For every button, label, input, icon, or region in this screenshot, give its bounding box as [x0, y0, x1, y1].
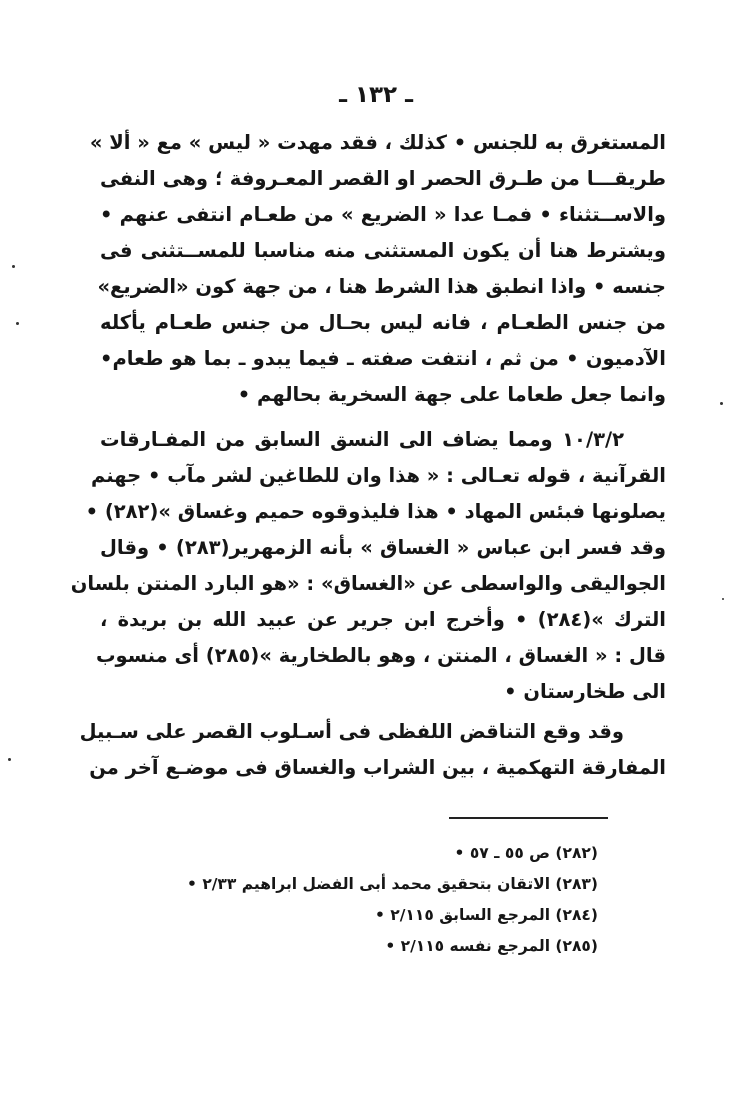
text-line: والاســتثناء • فمـا عدا « الضريع » من طعـام انتفى عنهم • [100, 203, 666, 226]
text-line: وقد وقع التناقض اللفظى فى أسـلوب القصر على سـبيل [79, 720, 624, 743]
text-line: طريقـــا من طـرق الحصر او القصر المعـروفة ؛ وهى النفى [100, 167, 666, 190]
text-line: الترك »(٢٨٤) • وأخرج ابن جرير عن عبيد الله بن بريدة ، [100, 608, 666, 631]
text-line: من جنس الطعـام ، فانه ليس بحـال من جنس طعـام يأكله [100, 311, 666, 334]
scan-speck [722, 598, 724, 600]
text-line: القرآنية ، قوله تعـالى : « هذا وان للطاغين لشر مآب • جهنم [90, 464, 666, 487]
scan-speck [8, 758, 11, 761]
paragraph-3 [79, 714, 666, 786]
paragraph-1 [89, 125, 666, 413]
footnote-divider [449, 817, 608, 819]
text-line: جنسه • واذا انطبق هذا الشرط هنا ، من جهة كون «الضريع» [97, 275, 666, 298]
page-number: ـ ١٣٢ ـ [339, 82, 413, 108]
text-line: يصلونها فبئس المهاد • هذا فليذوقوه حميم وغساق »(٢٨٢) • [85, 500, 666, 523]
text-line: المفارقة التهكمية ، بين الشراب والغساق فى موضـع آخر من [89, 756, 666, 779]
text-line: المستغرق به للجنس • كذلك ، فقد مهدت « ليس » مع « ألا » [89, 131, 666, 154]
footnotes [100, 838, 598, 962]
footnote: (٢٨٥) المرجع نفسه ٢/١١٥ • [385, 937, 598, 955]
scan-speck [12, 265, 15, 268]
text-line: ١٠/٣/٢ ومما يضاف الى النسق السابق من المفـارقات [100, 428, 624, 451]
footnote: (٢٨٢) ص ٥٥ ـ ٥٧ • [454, 844, 598, 862]
footnote: (٢٨٣) الاتقان بتحقيق محمد أبى الفضل ابراهيم ٢/٣٣ • [187, 875, 598, 893]
text-line: الجواليقى والواسطى عن «الغساق» : «هو البارد المنتن بلسان [70, 572, 666, 595]
text-line: وانما جعل طعاما على جهة السخرية بحالهم • [237, 383, 666, 406]
scan-speck [16, 322, 19, 325]
footnote: (٢٨٤) المرجع السابق ٢/١١٥ • [374, 906, 598, 924]
text-line: قال : « الغساق ، المنتن ، وهو بالطخارية »(٢٨٥) أى منسوب [95, 644, 666, 667]
text-line: وقد فسر ابن عباس « الغساق » بأنه الزمهرير(٢٨٣) • وقال [100, 536, 666, 559]
text-line: الى طخارستان • [504, 680, 666, 703]
text-line: الآدميون • من ثم ، انتفت صفته ـ فيما يبدو ـ بما هو طعام• [100, 347, 666, 370]
paragraph-2 [70, 422, 666, 710]
text-line: ويشترط هنا أن يكون المستثنى منه مناسبا للمســتثنى فى [100, 239, 666, 262]
scan-speck [720, 402, 723, 405]
